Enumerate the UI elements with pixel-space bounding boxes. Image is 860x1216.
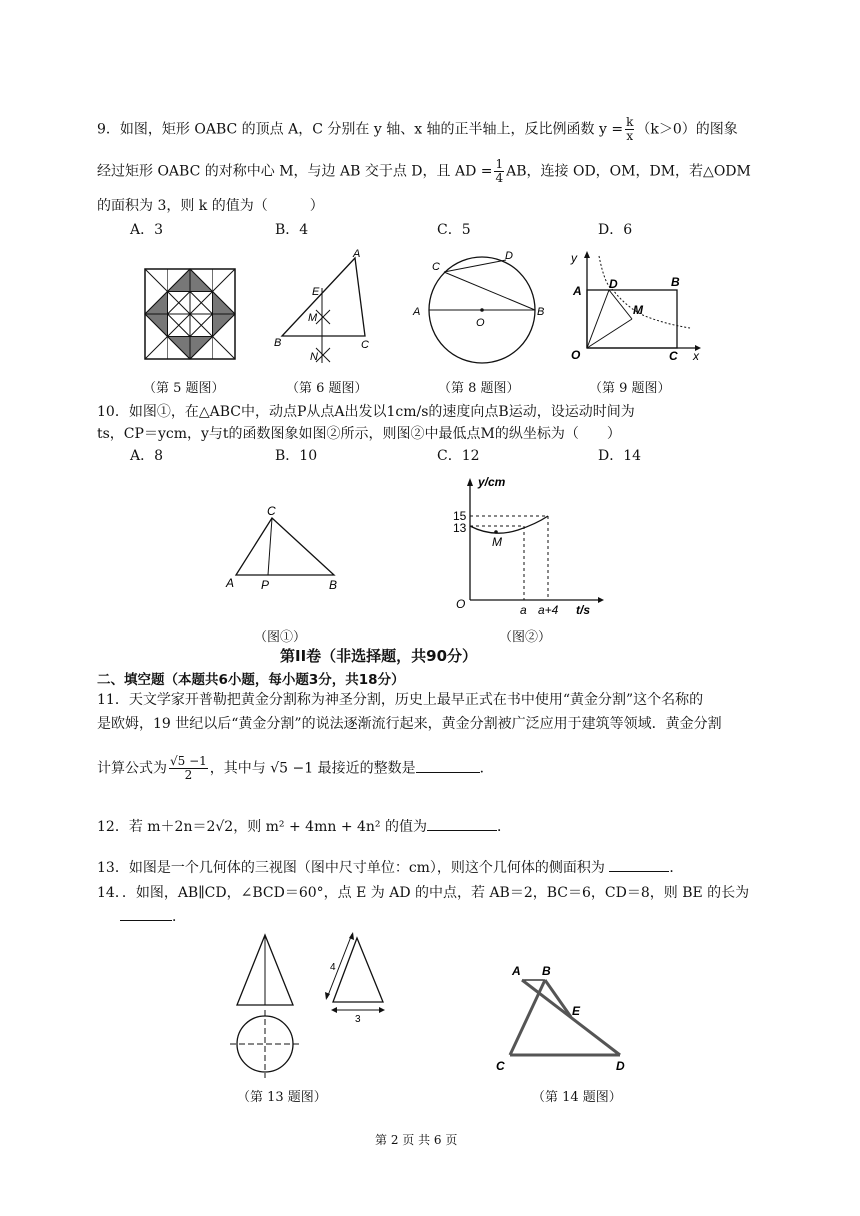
figure-8 [408,250,553,366]
fig6-label-c: C [361,339,369,351]
q10-fig1-label-a: A [226,576,235,590]
q14-answer-blank[interactable] [120,906,172,921]
figure-q10-1 [222,500,352,596]
q10-option-a: A．8 [130,448,164,464]
caption-fig14: （第 14 题图） [532,1090,622,1105]
q10-fig1-label-c: C [267,504,276,518]
fig8-label-c: C [432,261,440,273]
fig9-label-a: A [573,284,582,298]
q9-fraction-k-over-x: $\frac{k}{x}$ [626,115,634,143]
q9-option-c: C．5 [437,222,471,238]
page-footer: 第 2 页 共 6 页 [375,1133,458,1147]
q10-line1: 10．如图①，在△ABC中，动点P从点A出发以1cm/s的速度向点B运动，设运动时间为 [97,404,635,420]
caption-fig13: （第 13 题图） [237,1090,327,1105]
fig9-label-d: D [609,277,618,291]
q14-line1: 14．．如图，AB∥CD，∠BCD＝60°，点 E 为 AD 的中点，若 AB＝2，BC＝6，CD＝8，则 BE 的长为 [97,885,750,901]
q10-fig1-label-p: P [261,578,270,592]
caption-q10-fig2: （图②） [499,630,552,645]
q9-option-a: A．3 [130,222,164,238]
q10-line2: ts，CP＝ycm，y与t的函数图象如图②所示，则图②中最低点M的纵坐标为（ ） [97,426,621,442]
fig9-label-y: y [571,251,577,265]
fig13-label-3: 3 [355,1014,361,1025]
figure-9 [565,248,705,366]
q10-fig2-xlabel: t/s [576,603,591,617]
fig14-label-a: A [512,964,521,978]
q11-answer-blank[interactable] [416,758,480,773]
q11-text-3c: ． [479,760,494,777]
q14-text-end: ． [172,909,186,925]
q10-fig2-tick-15: 15 [453,509,467,523]
q10-fig2-ylabel: y/cm [478,475,506,489]
q11-text-3a: 计算公式为 [97,760,167,777]
fig8-label-o: O [476,317,485,329]
q10-option-b: B．10 [275,448,318,464]
figure-14 [490,960,640,1078]
fig9-label-b: B [671,275,680,289]
q9-text-2b: AB，连接 OD，OM，DM，若△ODM [506,163,751,180]
q13-text-end: ． [669,860,684,876]
q9-text-1a: 如图，矩形 OABC 的顶点 A，C 分别在 y 轴、x 轴的正半轴上，反比例函数 y = [119,121,624,138]
section2-title: 第II卷（非选择题，共90分） [280,647,478,665]
fig6-label-b: B [274,337,282,349]
fig6-label-e: E [312,286,320,298]
fig14-label-d: D [616,1059,625,1073]
q10-fig1-label-b: B [329,578,338,592]
q13-answer-blank[interactable] [609,857,669,872]
q10-fig2-label-m: M [492,535,502,549]
q10-option-c: C．12 [437,448,480,464]
q14-line2 [120,906,186,927]
fig6-label-n: N [310,351,318,363]
q9-text-2a: 经过矩形 OABC 的对称中心 M，与边 AB 交于点 D，且 AD = [97,163,493,180]
figure-6 [270,248,380,366]
q9-number: 9． [97,121,120,138]
fig14-label-e: E [572,1004,581,1018]
fig8-label-b: B [537,306,545,318]
fig9-label-o: O [571,348,581,362]
q13-text: 13．如图是一个几何体的三视图（图中尺寸单位：cm），则这个几何体的侧面积为 [97,860,605,876]
q13-line [97,857,683,878]
q9-line2 [97,158,751,185]
q10-fig2-tick-a: a [520,603,527,617]
figure-q10-2 [448,474,608,620]
q10-fig2-tick-13: 13 [453,521,467,535]
q9-option-b: B．4 [275,222,309,238]
caption-fig8: （第 8 题图） [438,381,520,396]
q12-text-end: ． [496,819,511,835]
fig9-label-m: M [633,303,643,317]
q11-text-3b: ，其中与 √5 −1 最接近的整数是 [209,760,416,777]
caption-fig6: （第 6 题图） [286,381,368,396]
q9-line3: 的面积为 3，则 k 的值为（ ） [97,198,324,214]
caption-q10-fig1: （图①） [254,630,307,645]
q9-fraction-one-quarter: $\frac{1}{4}$ [495,157,504,185]
caption-fig5: （第 5 题图） [143,381,225,396]
q10-option-d: D．14 [598,448,642,464]
fig14-label-b: B [542,964,551,978]
fig6-label-a: A [353,248,361,260]
q9-line1 [97,116,738,143]
q10-fig2-origin: O [456,597,466,611]
q10-fig2-tick-a4: a+4 [538,603,559,617]
fig8-label-a: A [413,306,421,318]
figure-13 [225,930,400,1080]
q11-line1: 11．天文学家开普勒把黄金分割称为神圣分割，历史上最早正式在书中使用“黄金分割”这个名称的 [97,692,704,708]
fig13-label-4: 4 [330,962,336,973]
q12-line [97,816,511,837]
fig9-label-c: C [669,349,678,363]
fig6-label-m: M [308,312,318,324]
fig9-label-x: x [693,349,699,363]
q11-line2: 是欧姆，19 世纪以后“黄金分割”的说法逐渐流行起来，黄金分割被广泛应用于建筑等领域．黄金分割 [97,716,722,732]
q9-text-1b: （k＞0）的图象 [636,121,738,138]
fig8-label-d: D [505,250,513,262]
q11-line3 [97,755,494,782]
q11-golden-fraction: $\frac{√5 -1}{2}$ [170,754,207,782]
caption-fig9: （第 9 题图） [589,381,671,396]
figure-5 [140,264,240,364]
section2-heading: 二、填空题（本题共6小题，每小题3分，共18分） [97,672,405,688]
q12-text: 12．若 m＋2n＝2√2，则 m² + 4mn + 4n² 的值为 [97,819,427,835]
q12-answer-blank[interactable] [427,816,497,831]
fig14-label-c: C [496,1059,505,1073]
q9-option-d: D．6 [598,222,633,238]
